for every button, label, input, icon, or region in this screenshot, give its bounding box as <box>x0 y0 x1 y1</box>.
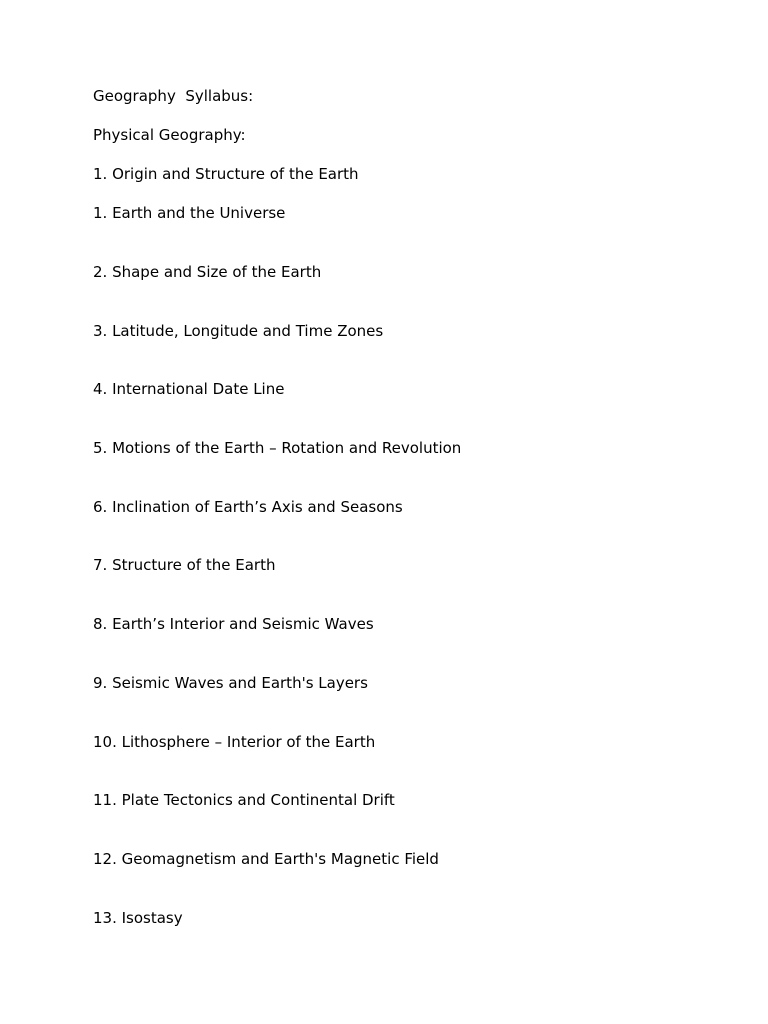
topic-item: 8. Earth’s Interior and Seismic Waves <box>93 615 374 633</box>
topic-item: 6. Inclination of Earth’s Axis and Seasons <box>93 498 403 516</box>
topic-item: 5. Motions of the Earth – Rotation and Revolution <box>93 439 462 457</box>
topic-item: 13. Isostasy <box>93 909 183 927</box>
section-heading: Physical Geography: <box>93 126 246 144</box>
topic-item: 2. Shape and Size of the Earth <box>93 263 322 281</box>
topic-item: 1. Earth and the Universe <box>93 204 286 222</box>
document-title: Geography Syllabus: <box>93 87 254 105</box>
topic-item: 11. Plate Tectonics and Continental Drift <box>93 791 395 809</box>
topic-item: 3. Latitude, Longitude and Time Zones <box>93 322 384 340</box>
topic-item: 4. International Date Line <box>93 380 285 398</box>
topic-item: 7. Structure of the Earth <box>93 556 276 574</box>
unit-heading: 1. Origin and Structure of the Earth <box>93 165 359 183</box>
topic-item: 12. Geomagnetism and Earth's Magnetic Field <box>93 850 439 868</box>
topic-item: 9. Seismic Waves and Earth's Layers <box>93 674 368 692</box>
topic-item: 10. Lithosphere – Interior of the Earth <box>93 733 376 751</box>
